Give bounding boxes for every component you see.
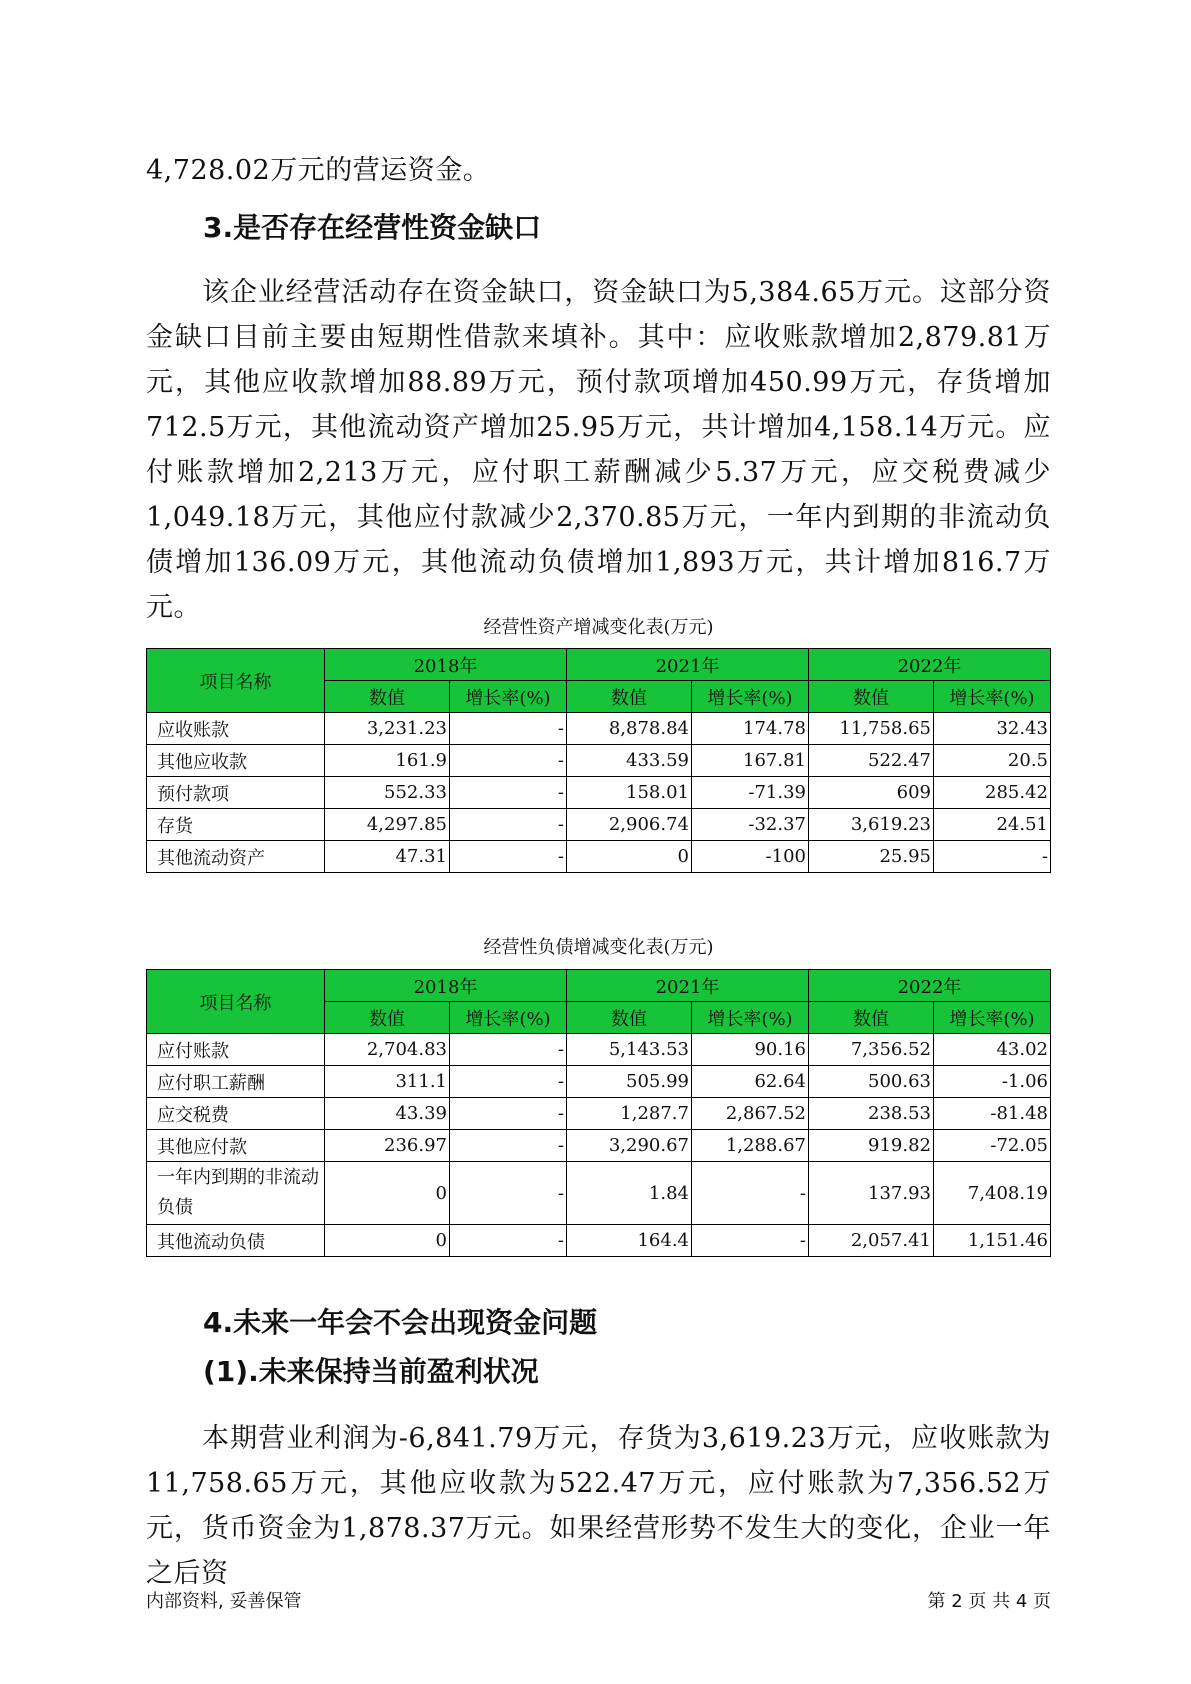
section-4-paragraph: 本期营业利润为-6,841.79万元，存货为3,619.23万元，应收账款为11,758.65万元，其他应收款为522.47万元，应付账款为7,356.52万元，货币资金为1,878.37万元。如果经营形势不发生大的变化，企业一年之后资 [146, 1423, 1051, 1589]
table-row [147, 1225, 1051, 1257]
cell: -1.06 [934, 1066, 1051, 1098]
cell: 137.93 [809, 1162, 934, 1225]
table-row [147, 841, 1051, 873]
cell: 2,906.74 [567, 809, 692, 841]
table-row [147, 1066, 1051, 1098]
header-rate: 增长率(%) [934, 681, 1051, 713]
header-year: 2021年 [567, 970, 809, 1002]
cell: 24.51 [934, 809, 1051, 841]
cell: 2,704.83 [325, 1034, 450, 1066]
cell: 2,057.41 [809, 1225, 934, 1257]
row-name: 其他应收款 [147, 745, 325, 777]
cell: - [692, 1225, 809, 1257]
cell: -72.05 [934, 1130, 1051, 1162]
cell: 609 [809, 777, 934, 809]
cell: -100 [692, 841, 809, 873]
row-name: 应付职工薪酬 [147, 1066, 325, 1098]
cell: 4,297.85 [325, 809, 450, 841]
cell: 47.31 [325, 841, 450, 873]
header-rate: 增长率(%) [692, 1002, 809, 1034]
cell: 62.64 [692, 1066, 809, 1098]
cell: -32.37 [692, 809, 809, 841]
cell: 20.5 [934, 745, 1051, 777]
cell: 522.47 [809, 745, 934, 777]
cell: - [934, 841, 1051, 873]
row-name: 预付款项 [147, 777, 325, 809]
cell: 174.78 [692, 713, 809, 745]
table-row [147, 1130, 1051, 1162]
cell: 505.99 [567, 1066, 692, 1098]
cell: 433.59 [567, 745, 692, 777]
cell: 7,356.52 [809, 1034, 934, 1066]
footer-confidential-note: 内部资料, 妥善保管 [146, 1591, 302, 1612]
cell: 2,867.52 [692, 1098, 809, 1130]
cell: 5,143.53 [567, 1034, 692, 1066]
cell: 1,287.7 [567, 1098, 692, 1130]
header-rate: 增长率(%) [934, 1002, 1051, 1034]
footer-page-number: 第 2 页 共 4 页 [927, 1591, 1051, 1612]
row-name: 存货 [147, 809, 325, 841]
cell: 43.02 [934, 1034, 1051, 1066]
row-name: 其他应付款 [147, 1130, 325, 1162]
header-year: 2018年 [325, 970, 567, 1002]
cell: 90.16 [692, 1034, 809, 1066]
header-value: 数值 [325, 1002, 450, 1034]
cell: - [450, 713, 567, 745]
cell: - [450, 841, 567, 873]
cell: 0 [325, 1162, 450, 1225]
cell: 285.42 [934, 777, 1051, 809]
header-value: 数值 [325, 681, 450, 713]
cell: - [450, 1130, 567, 1162]
cell: 1,288.67 [692, 1130, 809, 1162]
header-year: 2022年 [809, 649, 1051, 681]
liabilities-table-caption: 经营性负债增减变化表(万元) [483, 937, 714, 958]
table-row [147, 1098, 1051, 1130]
table-row [147, 777, 1051, 809]
cell: 236.97 [325, 1130, 450, 1162]
header-value: 数值 [567, 1002, 692, 1034]
cell: 3,290.67 [567, 1130, 692, 1162]
cell: -71.39 [692, 777, 809, 809]
cell: 32.43 [934, 713, 1051, 745]
cell: 7,408.19 [934, 1162, 1051, 1225]
intro-line: 4,728.02万元的营运资金。 [146, 155, 491, 186]
cell: 164.4 [567, 1225, 692, 1257]
cell: 311.1 [325, 1066, 450, 1098]
cell: -81.48 [934, 1098, 1051, 1130]
header-rate: 增长率(%) [450, 681, 567, 713]
header-value: 数值 [809, 681, 934, 713]
section-4-heading: 4.未来一年会不会出现资金问题 [203, 1306, 598, 1339]
table-row [147, 1034, 1051, 1066]
cell: - [450, 745, 567, 777]
cell: - [450, 1066, 567, 1098]
cell: 552.33 [325, 777, 450, 809]
section-4-subheading: (1).未来保持当前盈利状况 [203, 1355, 539, 1388]
header-item-name: 项目名称 [147, 970, 325, 1034]
cell: - [450, 777, 567, 809]
header-year: 2021年 [567, 649, 809, 681]
header-rate: 增长率(%) [692, 681, 809, 713]
header-rate: 增长率(%) [450, 1002, 567, 1034]
cell: - [450, 1225, 567, 1257]
table-row [147, 745, 1051, 777]
cell: - [692, 1162, 809, 1225]
cell: 167.81 [692, 745, 809, 777]
row-name: 其他流动负债 [147, 1225, 325, 1257]
cell: - [450, 1098, 567, 1130]
header-year: 2018年 [325, 649, 567, 681]
cell: - [450, 1034, 567, 1066]
table-row [147, 713, 1051, 745]
cell: 11,758.65 [809, 713, 934, 745]
cell: 3,231.23 [325, 713, 450, 745]
header-item-name: 项目名称 [147, 649, 325, 713]
cell: 3,619.23 [809, 809, 934, 841]
liabilities-table [146, 969, 1051, 1257]
assets-table [146, 648, 1051, 873]
row-name: 一年内到期的非流动负债 [147, 1162, 325, 1225]
cell: 500.63 [809, 1066, 934, 1098]
cell: 158.01 [567, 777, 692, 809]
cell: 0 [325, 1225, 450, 1257]
cell: 238.53 [809, 1098, 934, 1130]
cell: 1.84 [567, 1162, 692, 1225]
cell: 1,151.46 [934, 1225, 1051, 1257]
section-3-heading: 3.是否存在经营性资金缺口 [203, 211, 542, 244]
table-row [147, 809, 1051, 841]
assets-table-caption: 经营性资产增减变化表(万元) [483, 617, 714, 638]
header-value: 数值 [567, 681, 692, 713]
cell: 8,878.84 [567, 713, 692, 745]
cell: 0 [567, 841, 692, 873]
cell: 25.95 [809, 841, 934, 873]
cell: 161.9 [325, 745, 450, 777]
cell: 43.39 [325, 1098, 450, 1130]
row-name: 应收账款 [147, 713, 325, 745]
row-name: 其他流动资产 [147, 841, 325, 873]
row-name: 应交税费 [147, 1098, 325, 1130]
header-year: 2022年 [809, 970, 1051, 1002]
table-row [147, 1162, 1051, 1225]
row-name: 应付账款 [147, 1034, 325, 1066]
cell: - [450, 1162, 567, 1225]
cell: 919.82 [809, 1130, 934, 1162]
header-value: 数值 [809, 1002, 934, 1034]
cell: - [450, 809, 567, 841]
section-3-paragraph: 该企业经营活动存在资金缺口，资金缺口为5,384.65万元。这部分资金缺口目前主要由短期性借款来填补。其中：应收账款增加2,879.81万元，其他应收款增加88.89万元，预付款项增加450.99万元，存货增加712.5万元，其他流动资产增加25.95万元，共计增加4,158.14万元。应付账款增加2,213万元，应付职工薪酬减少5.37万元，应交税费减少1,049.18万元，其他应付款减少2,370.85万元，一年内到期的非流动负债增加136.09万元，其他流动负债增加1,893万元，共计增加816.7万元。 [146, 277, 1051, 623]
